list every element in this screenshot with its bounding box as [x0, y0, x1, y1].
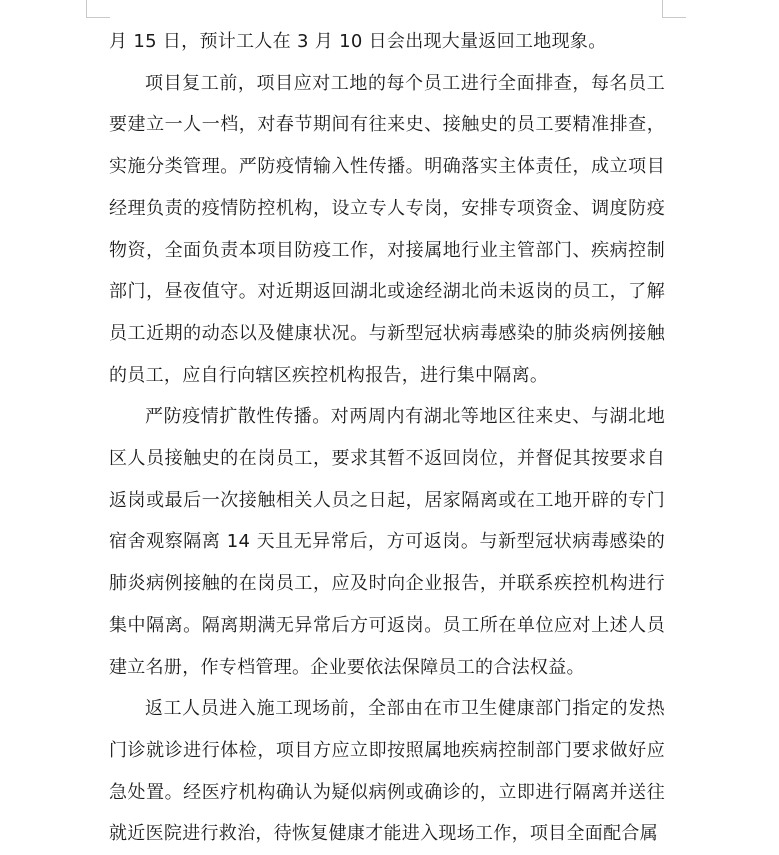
paragraph: 项目复工前，项目应对工地的每个员工进行全面排查，每名员工要建立一人一档，对春节期间有往来史、接触史的员工要精准排查，实施分类管理。严防疫情输入性传播。明确落实主体责任，成立项目经理负责的疫情防控机构，设立专人专岗，安排专项资金、调度防疫物资，全面负责本项目防疫工作，对接属地行业主管部门、疾病控制部门，昼夜值守。对近期返回湖北或途经湖北尚未返岗的员工，了解员工近期的动态以及健康状况。与新型冠状病毒感染的肺炎病例接触的员工，应自行向辖区疾控机构报告，进行集中隔离。 [109, 72, 665, 386]
paragraph: 严防疫情扩散性传播。对两周内有湖北等地区往来史、与湖北地区人员接触史的在岗员工，要求其暂不返回岗位，并督促其按要求自返岗或最后一次接触相关人员之日起，居家隔离或在工地开辟的专门宿舍观察隔离 14 天且无异常后，方可返岗。与新型冠状病毒感染的肺炎病例接触的在岗员工，应及时向企业报告，并联系疾控机构进行集中隔离。隔离期满无异常后方可返岗。员工所在单位应对上述人员建立名册，作专档管理。企业要依法保障员工的合法权益。 [109, 406, 665, 678]
crop-mark-top-right [662, 0, 663, 17]
crop-mark-top-left [86, 0, 87, 17]
crop-mark-top-left [86, 17, 110, 18]
paragraph: 月 15 日，预计工人在 3 月 10 日会出现大量返回工地现象。 [109, 31, 607, 52]
crop-mark-top-right [662, 17, 686, 18]
document-body [109, 21, 665, 855]
paragraph: 返工人员进入施工现场前，全部由在市卫生健康部门指定的发热门诊就诊进行体检，项目方应立即按照属地疾病控制部门要求做好应急处置。经医疗机构确认为疑似病例或确诊的，立即进行隔离并送往就近医院进行救治，待恢复健康才能进入现场工作，项目全面配合属 [109, 698, 665, 845]
